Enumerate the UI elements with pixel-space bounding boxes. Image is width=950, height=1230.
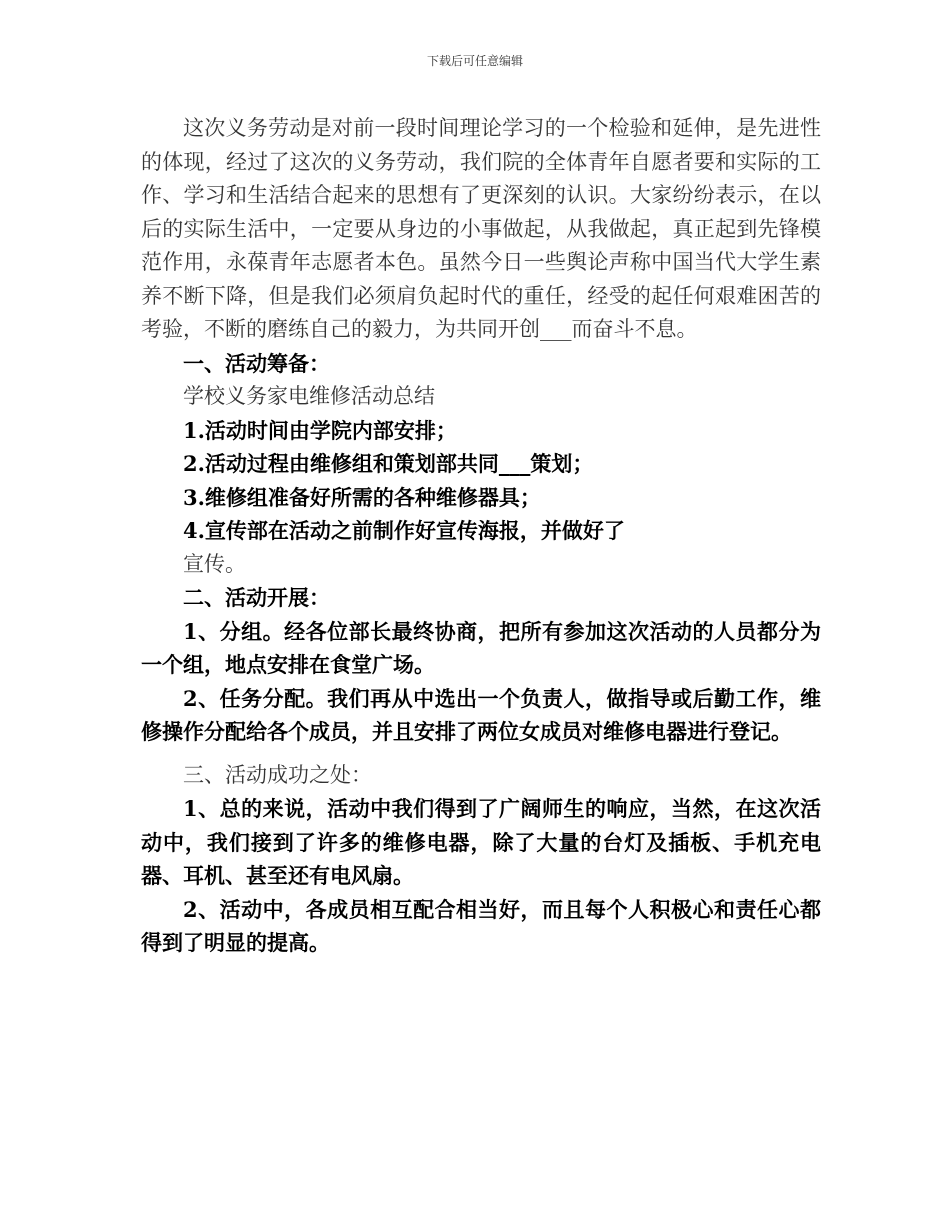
process-item-grouping: 1、分组。经各位部长最终协商，把所有参加这次活动的人员都分为一个组，地点安排在食堂广场。 — [141, 618, 821, 677]
prep-item-2: 2.活动过程由维修组和策划部共同___策划； — [183, 451, 594, 476]
prep-item-4-continuation: 宣传。 — [183, 551, 246, 576]
document-body — [141, 112, 821, 960]
prep-item-3: 3.维修组准备好所需的各种维修器具； — [183, 484, 541, 510]
success-item-response: 1、总的来说，活动中我们得到了广阔师生的响应，当然，在这次活动中，我们接到了许多的维修电器，除了大量的台灯及插板、手机充电器、耳机、甚至还有电风扇。 — [141, 796, 821, 888]
process-item-task-assignment: 2、任务分配。我们再从中选出一个负责人，做指导或后勤工作，维修操作分配给各个成员，并且安排了两位女成员对维修电器进行登记。 — [141, 685, 821, 744]
prep-item-4: 4.宣传部在活动之前制作好宣传海报，并做好了 — [183, 518, 625, 543]
section-heading-success: 三、活动成功之处： — [183, 762, 372, 787]
section-heading-preparation: 一、活动筹备： — [183, 350, 330, 376]
section-heading-process: 二、活动开展： — [183, 585, 330, 610]
page-header-note: 下载后可任意编辑 — [426, 54, 523, 68]
success-item-teamwork: 2、活动中，各成员相互配合相当好，而且每个人积极心和责任心都得到了明显的提高。 — [141, 896, 821, 955]
document-title: 学校义务家电维修活动总结 — [183, 384, 435, 408]
prep-item-1: 1.活动时间由学院内部安排； — [183, 417, 457, 443]
intro-paragraph: 这次义务劳动是对前一段时间理论学习的一个检验和延伸，是先进性的体现，经过了这次的义务劳动，我们院的全体青年自愿者要和实际的工作、学习和生活结合起来的思想有了更深刻的认识。大家纷纷表示，在以后的实际生活中，一定要从身边的小事做起，从我做起，真正起到先锋模范作用，永葆青年志愿者本色。虽然今日一些舆论声称中国当代大学生素养不断下降，但是我们必须肩负起时代的重任，经受的起任何艰难困苦的考验，不断的磨练自己的毅力，为共同开创___而奋斗不息。 — [141, 116, 821, 341]
